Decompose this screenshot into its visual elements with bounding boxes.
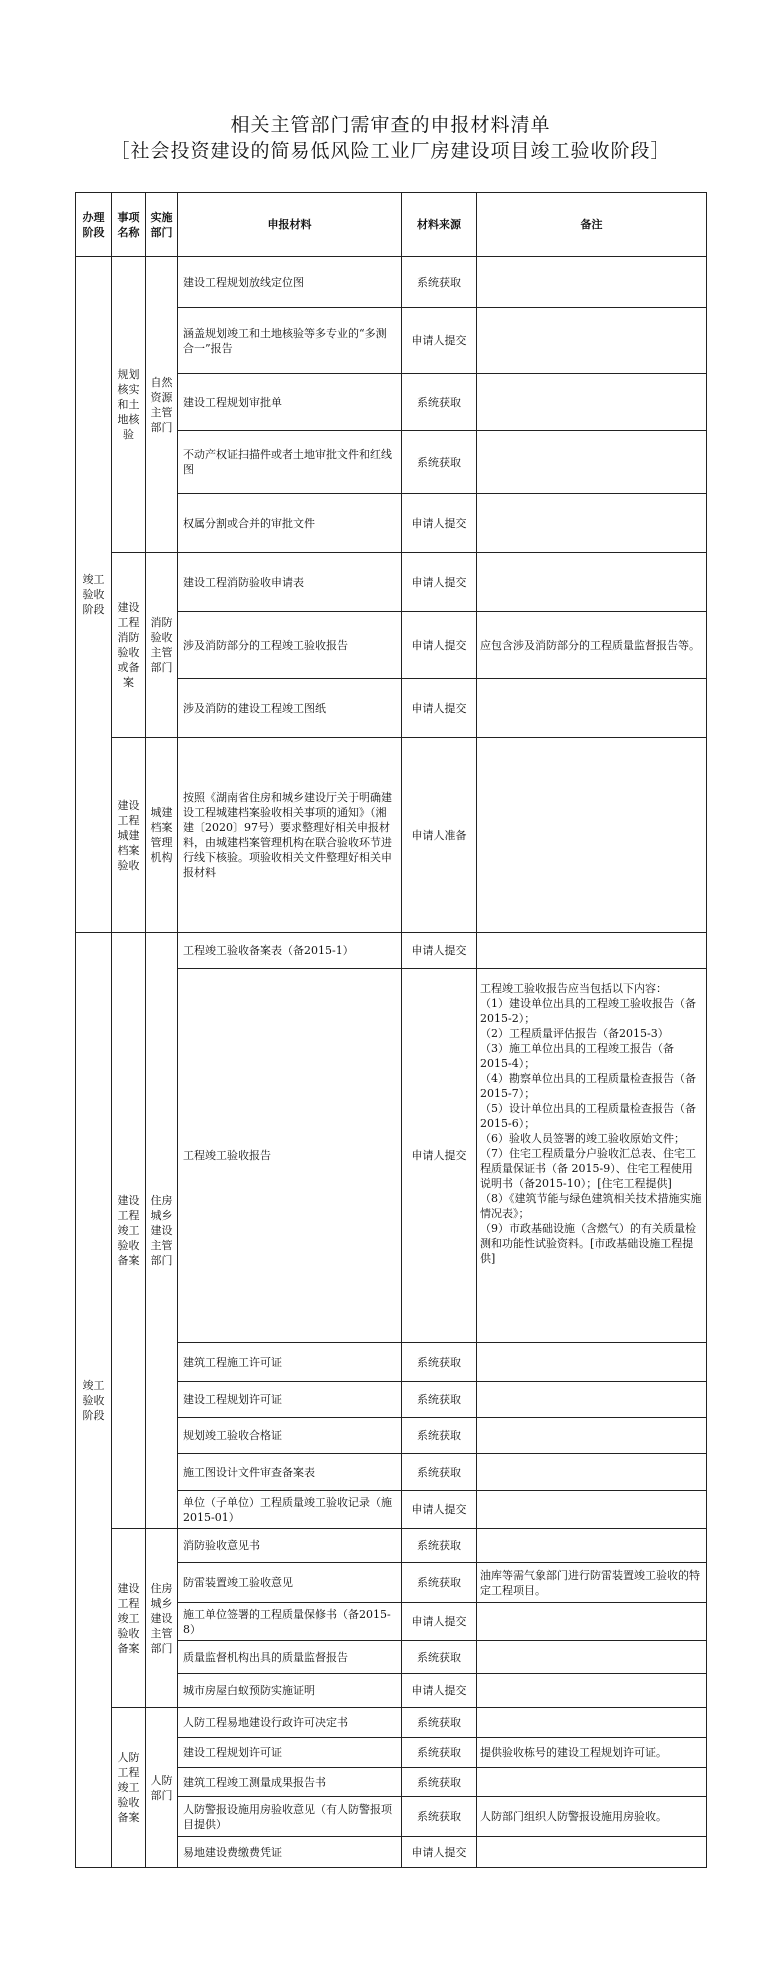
material-cell: 涵盖规划竣工和土地核验等多专业的“多测合一”报告	[178, 308, 402, 374]
table-row	[76, 1708, 707, 1738]
remark-cell: 应包含涉及消防部分的工程质量监督报告等。	[477, 612, 707, 679]
remark-cell: 人防部门组织人防警报设施用房验收。	[477, 1797, 707, 1837]
remark-cell	[477, 1343, 707, 1382]
stage-cell: 竣工验收阶段	[76, 257, 112, 933]
remark-cell	[477, 933, 707, 969]
item-cell: 建设工程竣工验收备案	[112, 1529, 146, 1708]
remark-line: （6）验收人员签署的竣工验收原始文件；	[480, 1132, 685, 1145]
source-cell: 申请人提交	[402, 308, 477, 374]
material-cell: 建设工程规划审批单	[178, 374, 402, 431]
remark-line: （5）设计单位出具的工程质量检查报告（备2015-6）；	[480, 1102, 696, 1130]
remark-cell	[477, 553, 707, 612]
remark-line: （2）工程质量评估报告（备2015-3）	[480, 1027, 669, 1040]
material-cell: 防雷装置竣工验收意见	[178, 1563, 402, 1603]
table-row	[76, 933, 707, 969]
material-cell: 建设工程规划许可证	[178, 1382, 402, 1418]
material-cell: 工程竣工验收报告	[178, 969, 402, 1343]
source-cell: 系统获取	[402, 1418, 477, 1454]
remark-cell	[477, 1382, 707, 1418]
material-cell: 易地建设费缴费凭证	[178, 1837, 402, 1868]
material-cell: 建设工程规划放线定位图	[178, 257, 402, 308]
material-cell: 建筑工程竣工测量成果报告书	[178, 1768, 402, 1797]
source-cell: 申请人提交	[402, 553, 477, 612]
material-cell: 建设工程消防验收申请表	[178, 553, 402, 612]
material-cell: 施工图设计文件审查备案表	[178, 1454, 402, 1491]
remark-line: （9）市政基础设施（含燃气）的有关质量检测和功能性试验资料。[市政基础设施工程提供]	[480, 1222, 696, 1265]
item-cell: 建设工程城建档案验收	[112, 738, 146, 933]
remark-cell	[477, 738, 707, 933]
remark-cell: 油库等需气象部门进行防雷装置竣工验收的特定工程项目。	[477, 1563, 707, 1603]
materials-table	[75, 192, 707, 1868]
source-cell: 申请人提交	[402, 1603, 477, 1641]
dept-cell: 住房城乡建设主管部门	[146, 1529, 178, 1708]
remark-cell	[477, 679, 707, 738]
remark-cell	[477, 1708, 707, 1738]
remark-cell	[477, 1529, 707, 1563]
material-cell: 工程竣工验收备案表（备2015-1）	[178, 933, 402, 969]
source-cell: 系统获取	[402, 1797, 477, 1837]
source-cell: 系统获取	[402, 374, 477, 431]
dept-cell: 住房城乡建设主管部门	[146, 933, 178, 1529]
remark-cell	[477, 494, 707, 553]
source-cell: 申请人提交	[402, 494, 477, 553]
remark-line: （1）建设单位出具的工程竣工验收报告（备2015-2）；	[480, 997, 696, 1025]
dept-cell: 人防部门	[146, 1708, 178, 1868]
material-cell: 规划竣工验收合格证	[178, 1418, 402, 1454]
material-cell: 城市房屋白蚁预防实施证明	[178, 1674, 402, 1708]
material-cell: 人防警报设施用房验收意见（有人防警报项目提供）	[178, 1797, 402, 1837]
remark-cell	[477, 1603, 707, 1641]
source-cell: 系统获取	[402, 431, 477, 494]
item-cell: 人防工程竣工验收备案	[112, 1708, 146, 1868]
source-cell: 申请人提交	[402, 679, 477, 738]
stage-cell: 竣工验收阶段	[76, 933, 112, 1868]
remark-cell	[477, 1418, 707, 1454]
material-cell: 单位（子单位）工程质量竣工验收记录（施2015-01）	[178, 1491, 402, 1529]
material-cell: 建设工程规划许可证	[178, 1738, 402, 1768]
dept-cell: 城建档案管理机构	[146, 738, 178, 933]
remark-cell	[477, 374, 707, 431]
material-cell: 质量监督机构出具的质量监督报告	[178, 1641, 402, 1674]
source-cell: 申请人提交	[402, 969, 477, 1343]
remark-cell	[477, 1837, 707, 1868]
header-item: 事项名称	[112, 193, 146, 257]
source-cell: 系统获取	[402, 1708, 477, 1738]
source-cell: 系统获取	[402, 257, 477, 308]
remark-cell	[477, 431, 707, 494]
source-cell: 申请人提交	[402, 1491, 477, 1529]
remark-line: （8）《建筑节能与绿色建筑相关技术措施实施情况表》；	[480, 1192, 702, 1220]
header-dept: 实施部门	[146, 193, 178, 257]
page-title: 相关主管部门需审查的申报材料清单	[230, 114, 551, 136]
material-cell: 消防验收意见书	[178, 1529, 402, 1563]
item-cell: 规划核实和土地核验	[112, 257, 146, 553]
material-cell: 施工单位签署的工程质量保修书（备2015-8）	[178, 1603, 402, 1641]
remark-line: 工程竣工验收报告应当包括以下内容：	[480, 982, 667, 995]
source-cell: 系统获取	[402, 1768, 477, 1797]
source-cell: 申请人提交	[402, 933, 477, 969]
material-cell: 涉及消防的建设工程竣工图纸	[178, 679, 402, 738]
source-cell: 系统获取	[402, 1738, 477, 1768]
remark-cell	[477, 1454, 707, 1491]
source-cell: 系统获取	[402, 1454, 477, 1491]
remark-cell	[477, 257, 707, 308]
table-header-row	[76, 193, 707, 257]
remark-cell	[477, 1641, 707, 1674]
remark-cell	[477, 1674, 707, 1708]
table-row	[76, 553, 707, 612]
remark-cell	[477, 1768, 707, 1797]
page-subtitle: ［社会投资建设的简易低风险工业厂房建设项目竣工验收阶段］	[110, 140, 671, 162]
material-cell: 不动产权证扫描件或者土地审批文件和红线图	[178, 431, 402, 494]
item-cell: 建设工程竣工验收备案	[112, 933, 146, 1529]
material-cell: 权属分割或合并的审批文件	[178, 494, 402, 553]
table-row	[76, 738, 707, 933]
dept-cell: 自然资源主管部门	[146, 257, 178, 553]
source-cell: 系统获取	[402, 1529, 477, 1563]
source-cell: 申请人提交	[402, 1837, 477, 1868]
remark-cell	[477, 969, 707, 1343]
material-cell: 建筑工程施工许可证	[178, 1343, 402, 1382]
remark-cell	[477, 1491, 707, 1529]
remark-line: （4）勘察单位出具的工程质量检查报告（备2015-7）；	[480, 1072, 696, 1100]
header-remark: 备注	[477, 193, 707, 257]
source-cell: 申请人提交	[402, 1674, 477, 1708]
source-cell: 系统获取	[402, 1343, 477, 1382]
remark-cell	[477, 308, 707, 374]
table-row	[76, 1529, 707, 1563]
item-cell: 建设工程消防验收或备案	[112, 553, 146, 738]
source-cell: 系统获取	[402, 1641, 477, 1674]
header-material: 申报材料	[178, 193, 402, 257]
source-cell: 申请人提交	[402, 612, 477, 679]
source-cell: 系统获取	[402, 1382, 477, 1418]
remark-line: （3）施工单位出具的工程竣工报告（备2015-4）；	[480, 1042, 674, 1070]
dept-cell: 消防验收主管部门	[146, 553, 178, 738]
header-stage: 办理阶段	[76, 193, 112, 257]
material-cell: 涉及消防部分的工程竣工验收报告	[178, 612, 402, 679]
material-cell: 人防工程易地建设行政许可决定书	[178, 1708, 402, 1738]
table-row	[76, 257, 707, 308]
source-cell: 系统获取	[402, 1563, 477, 1603]
header-source: 材料来源	[402, 193, 477, 257]
material-cell: 按照《湖南省住房和城乡建设厅关于明确建设工程城建档案验收相关事项的通知》（湘建〔2020〕97号）要求整理好相关申报材料，由城建档案管理机构在联合验收环节进行线下核验。项验收相关文件整理好相关申报材料	[178, 738, 402, 933]
remark-line: （7）住宅工程质量分户验收汇总表、住宅工程质量保证书（备 2015-9）、住宅工程使用说明书（备2015-10）；[住宅工程提供]	[480, 1147, 696, 1190]
source-cell: 申请人准备	[402, 738, 477, 933]
remark-cell: 提供验收栋号的建设工程规划许可证。	[477, 1738, 707, 1768]
